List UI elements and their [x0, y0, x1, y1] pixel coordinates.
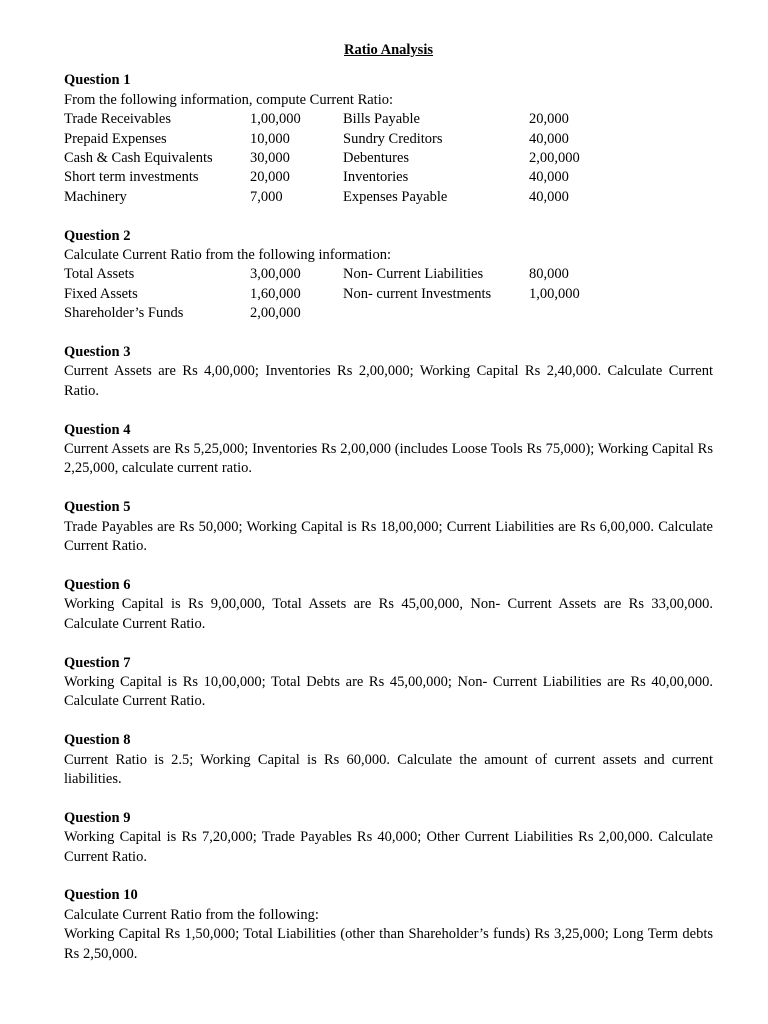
- question-heading: Question 2: [64, 227, 131, 244]
- item-label: Debentures: [343, 150, 410, 167]
- question-text: Working Capital is Rs 7,20,000; Trade Payables Rs 40,000; Other Current Liabilities Rs 2,00,000. Calculate Current Ratio.: [64, 829, 713, 865]
- question-2: [64, 227, 713, 324]
- item-label: Cash & Cash Equivalents: [64, 150, 213, 167]
- item-label: Bills Payable: [343, 111, 420, 128]
- data-table: [64, 110, 713, 207]
- question-text: Working Capital is Rs 10,00,000; Total Debts are Rs 45,00,000; Non- Current Liabilities are Rs 40,00,000. Calculate Current Ratio.: [64, 673, 713, 710]
- question-heading: Question 9: [64, 809, 131, 826]
- item-value: 1,60,000: [250, 285, 301, 302]
- question-heading: Question 4: [64, 421, 131, 438]
- question-text: Working Capital Rs 1,50,000; Total Liabilities (other than Shareholder’s funds) Rs 3,25,000; Long Term debts Rs 2,50,000.: [64, 926, 713, 962]
- item-value: 20,000: [529, 111, 569, 128]
- item-label: Non- current Investments: [343, 285, 492, 302]
- item-label: Sundry Creditors: [343, 130, 443, 147]
- question-7: [64, 654, 713, 712]
- item-label: Fixed Assets: [64, 285, 138, 302]
- question-heading: Question 8: [64, 732, 131, 749]
- item-value: 40,000: [529, 188, 569, 205]
- question-intro: Calculate Current Ratio from the following information:: [64, 247, 391, 264]
- question-9: [64, 809, 713, 867]
- item-label: Total Assets: [64, 266, 135, 283]
- question-heading: Question 1: [64, 72, 131, 89]
- item-label: Trade Receivables: [64, 111, 171, 128]
- question-3: [64, 343, 713, 401]
- question-text: Current Assets are Rs 4,00,000; Inventories Rs 2,00,000; Working Capital Rs 2,40,000. Calculate Current Ratio.: [64, 363, 713, 399]
- question-4: [64, 421, 713, 479]
- item-value: 40,000: [529, 169, 569, 186]
- question-1: [64, 71, 713, 207]
- question-5: [64, 498, 713, 556]
- item-label: Short term investments: [64, 169, 199, 186]
- item-value: 2,00,000: [529, 150, 580, 167]
- item-label: [343, 304, 529, 323]
- question-text: Current Ratio is 2.5; Working Capital is Rs 60,000. Calculate the amount of current assets and current liabilities.: [64, 751, 713, 787]
- item-value: 20,000: [250, 169, 290, 186]
- question-heading: Question 3: [64, 344, 131, 361]
- question-heading: Question 5: [64, 499, 131, 516]
- item-value: 10,000: [250, 130, 290, 147]
- item-value: 3,00,000: [250, 266, 301, 283]
- document-page: [64, 41, 713, 983]
- item-label: Prepaid Expenses: [64, 130, 167, 147]
- item-label: Shareholder’s Funds: [64, 305, 184, 322]
- item-value: 2,00,000: [250, 305, 301, 322]
- data-table: [64, 265, 713, 323]
- question-6: [64, 576, 713, 634]
- item-value: 7,000: [250, 188, 283, 205]
- question-heading: Question 6: [64, 576, 131, 593]
- question-heading: Question 7: [64, 654, 131, 671]
- question-text: Working Capital is Rs 9,00,000, Total Assets are Rs 45,00,000, Non- Current Assets are Rs 33,00,000. Calculate Current Ratio.: [64, 596, 713, 632]
- item-label: Non- Current Liabilities: [343, 266, 484, 283]
- item-value: [529, 304, 713, 323]
- item-label: Machinery: [64, 188, 127, 205]
- question-10: [64, 886, 713, 964]
- item-value: 1,00,000: [250, 111, 301, 128]
- item-value: 80,000: [529, 266, 569, 283]
- question-text: Current Assets are Rs 5,25,000; Inventories Rs 2,00,000 (includes Loose Tools Rs 75,000); Working Capital Rs 2,25,000, calculate current ratio.: [64, 441, 713, 477]
- item-label: Inventories: [343, 169, 409, 186]
- item-value: 30,000: [250, 150, 290, 167]
- question-intro: Calculate Current Ratio from the following:: [64, 906, 319, 923]
- question-8: [64, 731, 713, 789]
- page-title: Ratio Analysis: [343, 42, 434, 58]
- question-intro: From the following information, compute Current Ratio:: [64, 91, 394, 108]
- item-label: Expenses Payable: [343, 188, 448, 205]
- question-heading: Question 10: [64, 887, 138, 904]
- item-value: 1,00,000: [529, 285, 580, 302]
- item-value: 40,000: [529, 130, 569, 147]
- question-text: Trade Payables are Rs 50,000; Working Capital is Rs 18,00,000; Current Liabilities are Rs 6,00,000. Calculate Current Ratio.: [64, 518, 713, 555]
